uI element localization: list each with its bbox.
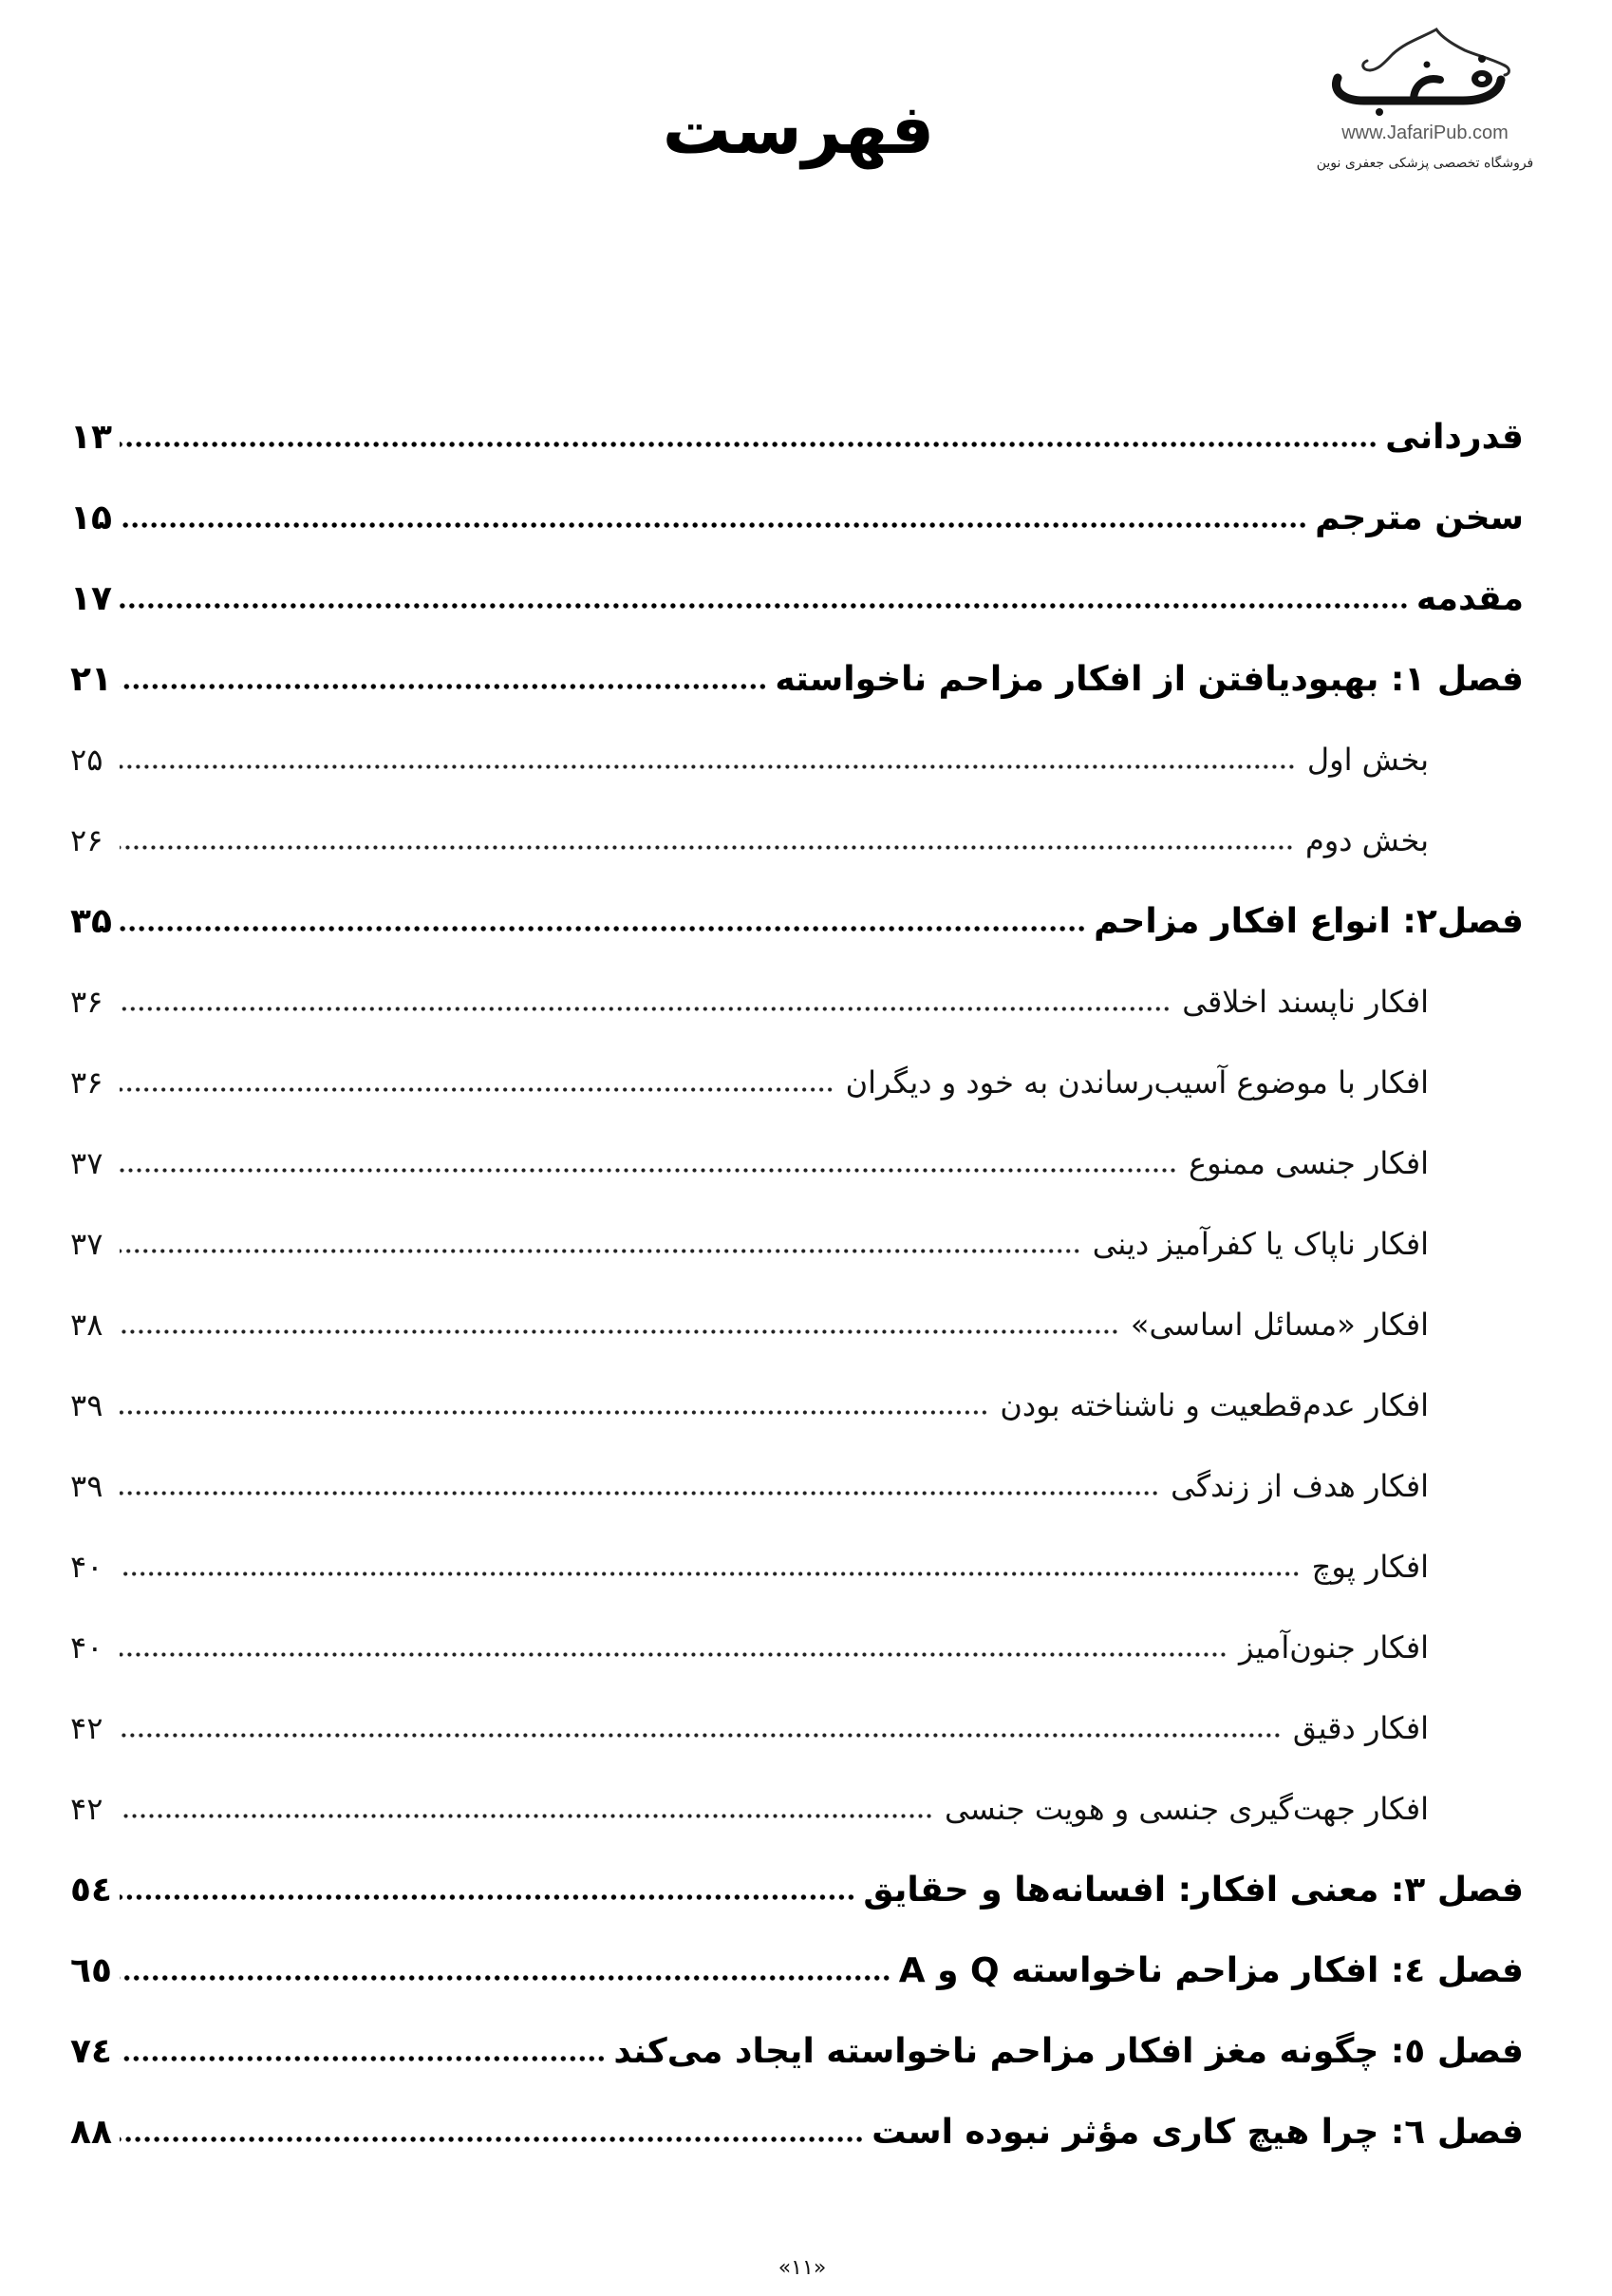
toc-entry-title: قدردانی [1385,418,1524,457]
toc-section-entry [70,1769,1524,1850]
dot-leader [120,1006,1171,1012]
toc-entry-title: فصل ٥: چگونه مغز افکار مزاحم ناخواسته ایجاد می‌کند [613,2032,1524,2071]
publisher-tagline: فروشگاه تخصصی پزشکی جعفری نوین [1316,156,1534,171]
toc-chapter-entry [70,1850,1524,1930]
toc-section-page: ۳۸ [70,1307,103,1343]
toc-chapter-entry [70,397,1524,478]
page-title: فهرست [662,89,935,169]
toc-section-page: ۳۷ [70,1226,103,1262]
dot-leader [120,521,1307,529]
toc-section-page: ۳۹ [70,1468,103,1504]
toc-section-title: افکار عدم‌قطعیت و ناشناخته بودن [1000,1387,1429,1423]
toc-section-title: افکار ناپسند اخلاقی [1182,984,1429,1020]
toc-entry-title: فصل۲: انواع افکار مزاحم [1094,902,1524,941]
toc-chapter-entry [70,639,1524,720]
dot-leader [120,1086,834,1093]
toc-section-entry [70,1446,1524,1527]
toc-section-page: ۴۰ [70,1629,103,1666]
toc-chapter-entry [70,1930,1524,2011]
toc-entry-title: فصل ۱: بهبودیافتن از افکار مزاحم ناخواسته [775,660,1524,699]
toc-section-title: افکار هدف از زندگی [1171,1468,1429,1504]
toc-section-entry [70,1365,1524,1446]
toc-entry-page: ۲۱ [70,660,112,699]
dot-leader [120,1248,1081,1254]
dot-leader [120,1490,1159,1496]
toc-section-title: بخش دوم [1304,822,1429,858]
toc-section-page: ۳۶ [70,1064,103,1101]
dot-leader [120,1974,891,1982]
toc-chapter-entry [70,2092,1524,2173]
dot-leader [120,844,1294,851]
dot-leader [120,2136,864,2143]
table-of-contents [70,397,1524,2173]
toc-section-entry [70,1285,1524,1365]
dot-leader [120,2055,606,2062]
toc-section-entry [70,1204,1524,1285]
toc-entry-title: فصل ٦: چرا هیچ کاری مؤثر نبوده است [872,2113,1524,2152]
dot-leader [120,1893,855,1901]
dot-leader [120,683,767,690]
toc-entry-title: فصل ۳: معنی افکار: افسانه‌ها و حقایق [863,1871,1524,1910]
toc-entry-title: مقدمه [1415,579,1524,618]
toc-chapter-entry [70,558,1524,639]
toc-chapter-entry [70,2011,1524,2092]
dot-leader [120,1328,1119,1335]
dot-leader [120,763,1296,770]
toc-section-entry [70,1123,1524,1204]
toc-entry-page: ۳۵ [70,902,112,941]
toc-section-page: ۳۶ [70,984,103,1020]
toc-section-title: افکار دقیق [1292,1710,1429,1746]
toc-section-entry [70,800,1524,881]
toc-section-entry [70,1043,1524,1123]
dot-leader [120,1571,1301,1577]
toc-section-entry [70,962,1524,1043]
toc-entry-title: سخن مترجم [1315,499,1524,537]
dot-leader [120,1167,1177,1174]
dot-leader [120,1813,933,1819]
toc-entry-page: ۱۳ [70,418,112,457]
toc-section-page: ۳۷ [70,1145,103,1181]
toc-entry-page: ۸۸ [70,2113,112,2152]
toc-section-title: افکار جهت‌گیری جنسی و هویت جنسی [945,1791,1429,1827]
toc-entry-page: ٧٤ [70,2032,112,2071]
dot-leader [120,441,1378,448]
toc-section-entry [70,1527,1524,1608]
toc-section-entry [70,1688,1524,1769]
toc-section-entry [70,720,1524,800]
toc-section-title: بخش اول [1306,742,1429,778]
toc-section-page: ۳۹ [70,1387,103,1423]
toc-section-title: افکار با موضوع آسیب‌رساندن به خود و دیگران [845,1064,1429,1101]
toc-chapter-entry [70,881,1524,962]
toc-section-page: ۴۲ [70,1710,103,1746]
toc-section-page: ۲۵ [70,742,103,778]
toc-section-title: افکار جنون‌آمیز [1238,1629,1429,1666]
toc-section-title: افکار «مسائل اساسی» [1130,1307,1429,1343]
dot-leader [120,1732,1282,1739]
toc-entry-page: ٦٥ [70,1951,112,1990]
toc-section-entry [70,1608,1524,1688]
dot-leader [120,602,1409,610]
toc-entry-page: ۱۵ [70,499,112,537]
toc-section-title: افکار ناپاک یا کفرآمیز دینی [1092,1226,1429,1262]
toc-entry-title: فصل ٤: افکار مزاحم ناخواسته Q و A [898,1951,1524,1990]
toc-entry-page: ٥٤ [70,1871,112,1910]
toc-section-page: ۴۰ [70,1549,103,1585]
toc-section-title: افکار جنسی ممنوع [1189,1145,1429,1181]
page-number: «۱۱» [778,2256,827,2280]
toc-section-title: افکار پوچ [1311,1549,1429,1585]
publisher-url: www.JafariPub.com [1341,122,1509,143]
toc-entry-page: ۱۷ [70,579,112,618]
dot-leader [120,1651,1228,1658]
dot-leader [120,1409,988,1416]
toc-section-page: ۴۲ [70,1791,103,1827]
dot-leader [120,925,1086,932]
toc-chapter-entry [70,478,1524,558]
toc-section-page: ۲۶ [70,822,103,858]
